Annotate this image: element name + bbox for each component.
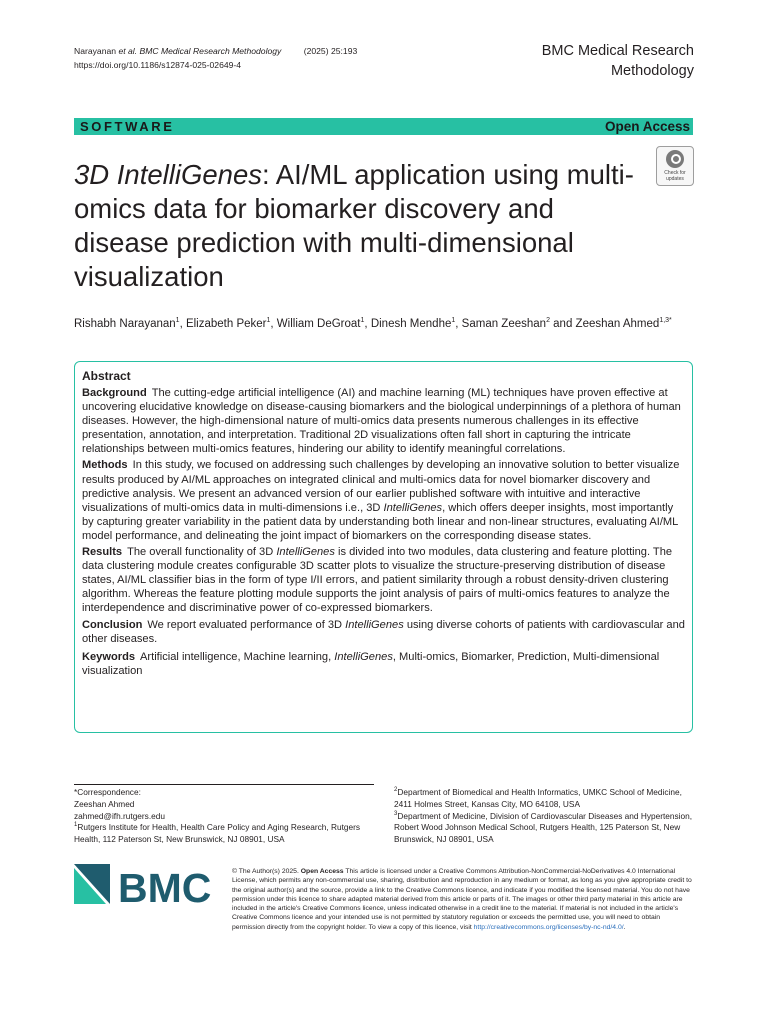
keywords-label: Keywords bbox=[82, 650, 136, 663]
abstract-methods: Methods In this study, we focused on addressing such challenges by developing an innovative solution to better visualize results produced by AI/ML approaches on integrated clinical and multi-omics data for novel biomarker discovery and predictive analysis. We present an advanced version of our earlier published software with intuitive and interactive visualizations of multi-omics data in multi-dimensions i.e., 3D IntelliGenes, which offers deeper insights, most importantly by capturing greater variability in the patient data by understanding both linear and non-linear structures, evaluating AI/ML model performance, and delineating the joint impact of biomarkers on the corresponding disease states. bbox=[82, 459, 680, 542]
section-band bbox=[74, 118, 693, 135]
author-list: Rishabh Narayanan$^1$, Elizabeth Peker$^1$, William DeGroat$^1$, Dinesh Mendhe$^1$, Saman Zeeshan$^2$ and Zeeshan Ahmed$^{1,3*}$ bbox=[74, 317, 672, 330]
update-check-icon bbox=[666, 150, 684, 168]
footnotes-right bbox=[394, 787, 694, 846]
check-for-updates-badge[interactable] bbox=[656, 146, 694, 186]
title-italic: 3D IntelliGenes bbox=[74, 159, 263, 190]
running-header bbox=[74, 44, 357, 72]
author-affiliation: 1 bbox=[451, 317, 456, 325]
section-label: SOFTWARE bbox=[80, 119, 175, 134]
affiliation-1: $^1$Rutgers Institute for Health, Health Care Policy and Aging Research, Rutgers Health, 112 Paterson St, New Brunswick, NJ 08901, USA bbox=[74, 822, 361, 845]
bmc-logo-text: BMC bbox=[118, 865, 212, 908]
correspondence-label: *Correspondence: bbox=[74, 787, 141, 797]
author-affiliation: 1 bbox=[360, 317, 365, 325]
header-year-volume: (2025) 25:193 bbox=[303, 46, 358, 56]
title-rest: : AI/ML application using multi-omics data for biomarker discovery and disease prediction with multi-dimensional visualization bbox=[74, 159, 634, 292]
abstract-results: Results The overall functionality of 3D IntelliGenes is divided into two modules, data clustering and feature plotting. The data clustering module creates configurable 3D scatter plots to visualize the structure-preserving distribution of disease states, AI/ML classifier bias in the form of type I/II errors, and patient similarity through a robust density-driven clustering algorithm. Whereas the feature plotting module supports the joint analysis of pairs of multi-omics features to analyze the interdependence and discriminative power of co-expressed biomarkers. bbox=[82, 546, 673, 615]
author-name: Saman Zeeshan bbox=[461, 318, 547, 330]
affiliation-3: $^3$Department of Medicine, Division of Cardiovascular Diseases and Hypertension, Robert Wood Johnson Medical School, Rutgers Health, 125 Paterson St, New Brunswick, NJ 08901, USA bbox=[394, 810, 693, 845]
abstract-keywords: Keywords Artificial intelligence, Machine learning, IntelliGenes, Multi-omics, Biomarker, Prediction, Multi-dimensional visualization bbox=[82, 650, 660, 677]
author-name: Zeeshan Ahmed bbox=[575, 318, 660, 330]
correspondence-name: Zeeshan Ahmed bbox=[74, 798, 135, 809]
abstract-heading: Abstract bbox=[82, 369, 131, 383]
correspondence-email[interactable]: zahmed@ifh.rutgers.edu bbox=[74, 810, 165, 821]
license-open-access: Open Access bbox=[300, 868, 344, 875]
footnote-rule bbox=[74, 784, 374, 785]
conclusion-label: Conclusion bbox=[82, 618, 143, 631]
license-link[interactable]: http://creativecommons.org/licenses/by-nc-nd/4.0/ bbox=[473, 923, 624, 931]
methods-label: Methods bbox=[82, 459, 128, 472]
header-doi-link[interactable]: https://doi.org/10.1186/s12874-025-02649-4 bbox=[74, 60, 242, 70]
author-name: Rishabh Narayanan bbox=[74, 318, 176, 330]
author-affiliation: 2 bbox=[546, 317, 550, 325]
results-label: Results bbox=[82, 546, 123, 559]
bmc-logo bbox=[74, 864, 214, 908]
header-et-al: et al. bbox=[118, 46, 138, 56]
badge-line-2: updates bbox=[666, 176, 684, 182]
open-access-label: Open Access bbox=[604, 119, 690, 134]
license-text: © The Author(s) 2025. Open Access This article is licensed under a Creative Commons Attribution-NonCommercial-NoDerivatives 4.0 International License, which permits any non-commercial use, sharing, distribution and reproduction in any medium or format, as long as you give appropriate credit to the original author(s) and the source, provide a link to the Creative Commons licence, and indicate if you modified the licensed material. You do not have permission under this licence to share adapted material derived from this article or parts of it. The images or other third party material in this article are included in the article's Creative Commons licence, unless indicated otherwise in a credit line to the material. If material is not included in the article's Creative Commons licence and your intended use is not permitted by statutory regulation or exceeds the permitted use, you will need to obtain permission directly from the copyright holder. To view a copy of this licence, visit http://creativecommons.org/licenses/by-nc-nd/4.0/. bbox=[232, 868, 692, 931]
author-name: Dinesh Mendhe bbox=[370, 318, 452, 330]
badge-line-1: Check for bbox=[664, 170, 686, 176]
author-affiliation: 1 bbox=[175, 317, 180, 325]
author-name: William DeGroat bbox=[276, 318, 361, 330]
author-name: Elizabeth Peker bbox=[185, 318, 267, 330]
journal-name: BMC Medical Research Methodology bbox=[541, 43, 694, 79]
header-journal: BMC Medical Research Methodology bbox=[139, 46, 282, 56]
article-title bbox=[74, 158, 634, 294]
abstract-conclusion: Conclusion We report evaluated performance of 3D IntelliGenes using diverse cohorts of patients with cardiovascular and other diseases. bbox=[82, 618, 685, 645]
author-affiliation: 1,3* bbox=[659, 317, 672, 325]
author-affiliation: 1 bbox=[266, 317, 271, 325]
footnotes-left bbox=[74, 787, 374, 846]
abstract-box bbox=[74, 361, 693, 733]
header-authors: Narayanan bbox=[74, 46, 119, 56]
background-label: Background bbox=[82, 387, 147, 399]
abstract-background: Background The cutting-edge artificial intelligence (AI) and machine learning (ML) techniques have proven effective at uncovering elucidative knowledge on disease-causing biomarkers and the biological underpinnings of a plethora of human diseases. However, the high-dimensional nature of multi-omics data presents numerous challenges in its effective presentation, annotation, and interpretation. Traditional 2D visualizations often fall short in capturing the intricate relationships between multi-omics features, hindering our ability to identify meaningful correlations. bbox=[82, 387, 681, 456]
affiliation-2: $^2$Department of Biomedical and Health Informatics, UMKC School of Medicine, 2411 Holmes Street, Kansas City, MO 64108, USA bbox=[394, 787, 682, 809]
